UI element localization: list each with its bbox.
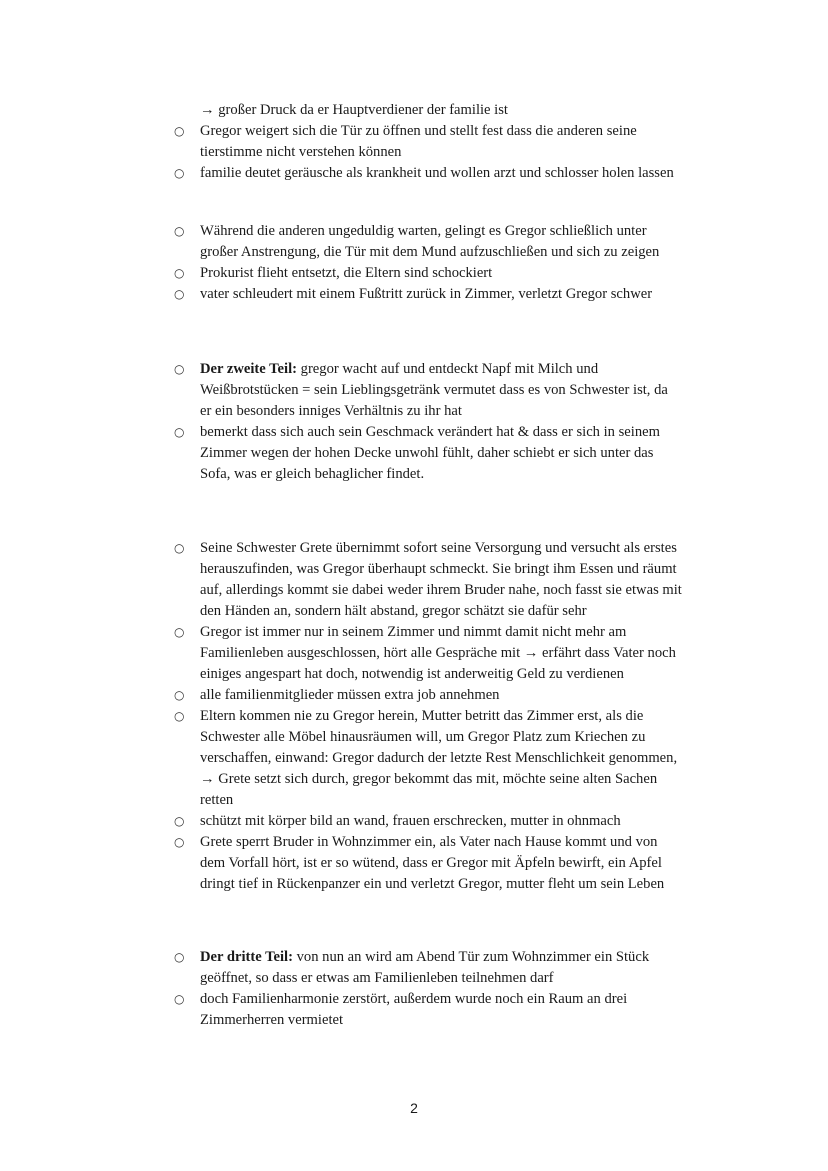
bullet-icon: ○ (174, 425, 185, 439)
line-text: → großer Druck da er Hauptverdiener der familie ist (200, 102, 508, 118)
line-text: Gregor ist immer nur in seinem Zimmer und nimmt damit nicht mehr am (200, 624, 627, 640)
text-line (200, 727, 760, 748)
text-line (200, 538, 760, 559)
text-line (200, 811, 760, 832)
text-line (200, 422, 760, 443)
text-line (200, 401, 760, 422)
line-text: Familienleben ausgeschlossen, hört alle Gespräche mit → erfährt dass Vater noch (200, 645, 676, 661)
line-text: Während die anderen ungeduldig warten, gelingt es Gregor schließlich unter (200, 223, 647, 239)
text-line (200, 464, 760, 485)
line-text: → Grete setzt sich durch, gregor bekommt das mit, möchte seine alten Sachen (200, 771, 658, 787)
line-text: geöffnet, so dass er etwas am Familienleben teilnehmen darf (200, 970, 554, 986)
text-line (200, 163, 760, 184)
bullet-icon: ○ (174, 266, 185, 280)
text-line (200, 284, 760, 305)
bullet-icon: ○ (174, 124, 185, 138)
line-text: familie deutet geräusche als krankheit und wollen arzt und schlosser holen lassen (200, 165, 674, 181)
bullet-icon: ○ (174, 625, 185, 639)
line-text: doch Familienharmonie zerstört, außerdem wurde noch ein Raum an drei (200, 991, 628, 1007)
text-line (200, 242, 760, 263)
line-text: dem Vorfall hört, ist er so wütend, dass er Gregor mit Äpfeln bewirft, ein Apfel (200, 855, 662, 871)
line-text: bemerkt dass sich auch sein Geschmack verändert hat & dass er sich in seinem (200, 424, 660, 440)
line-text: alle familienmitglieder müssen extra job annehmen (200, 687, 500, 703)
text-line (200, 142, 760, 163)
line-text: Zimmer wegen der hohen Decke unwohl fühlt, daher schiebt er sich unter das (200, 445, 654, 461)
line-text: gregor wacht auf und entdeckt Napf mit Milch und (297, 361, 599, 377)
line-text: schützt mit körper bild an wand, frauen erschrecken, mutter in ohnmach (200, 813, 621, 829)
text-line (200, 121, 760, 142)
line-text: großer Anstrengung, die Tür mit dem Mund aufzuschließen und sich zu zeigen (200, 244, 660, 260)
text-line (200, 989, 760, 1010)
text-line (200, 853, 760, 874)
bullet-icon: ○ (174, 224, 185, 238)
bullet-icon: ○ (174, 287, 185, 301)
text-line (200, 559, 760, 580)
section-heading: Der dritte Teil: (200, 949, 293, 965)
text-line (200, 748, 760, 769)
bullet-icon: ○ (174, 362, 185, 376)
line-text: Sofa, was er gleich behaglicher findet. (200, 466, 425, 482)
bullet-icon: ○ (174, 709, 185, 723)
line-text: den Händen an, sondern hält abstand, gregor schätzt sie dafür sehr (200, 603, 587, 619)
line-text: dringt tief in Rückenpanzer ein und verletzt Gregor, mutter fleht um sein Leben (200, 876, 665, 892)
line-text: Schwester alle Möbel hinausräumen will, um Gregor Platz zum Kriechen zu (200, 729, 646, 745)
text-line (200, 790, 760, 811)
page-number: 2 (410, 1100, 418, 1116)
bullet-icon: ○ (174, 950, 185, 964)
text-line (200, 359, 760, 380)
line-text: auf, allerdings kommt sie dabei weder ihrem Bruder nahe, noch fasst sie etwas mit (200, 582, 682, 598)
line-text: tierstimme nicht verstehen können (200, 144, 402, 160)
text-line (200, 380, 760, 401)
bullet-icon: ○ (174, 814, 185, 828)
text-line (200, 832, 760, 853)
text-line (200, 443, 760, 464)
text-line (200, 706, 760, 727)
text-line (200, 769, 760, 790)
text-line (200, 221, 760, 242)
line-text: Grete sperrt Bruder in Wohnzimmer ein, als Vater nach Hause kommt und von (200, 834, 658, 850)
bullet-icon: ○ (174, 166, 185, 180)
text-line (200, 580, 760, 601)
text-line (200, 263, 760, 284)
line-text: Eltern kommen nie zu Gregor herein, Mutter betritt das Zimmer erst, als die (200, 708, 644, 724)
text-line (200, 685, 760, 706)
text-line (200, 968, 760, 989)
bullet-icon: ○ (174, 688, 185, 702)
text-line (200, 622, 760, 643)
bullet-icon: ○ (174, 541, 185, 555)
text-line (200, 643, 760, 664)
line-text: einiges angespart hat doch, notwendig ist anderweitig Geld zu verdienen (200, 666, 624, 682)
line-text: Gregor weigert sich die Tür zu öffnen und stellt fest dass die anderen seine (200, 123, 637, 139)
bullet-icon: ○ (174, 992, 185, 1006)
line-text: Prokurist flieht entsetzt, die Eltern sind schockiert (200, 265, 493, 281)
line-text: retten (200, 792, 234, 808)
line-text: er ein besonders inniges Verhältnis zu ihr hat (200, 403, 462, 419)
line-text: Zimmerherren vermietet (200, 1012, 344, 1028)
line-text: Weißbrotstücken = sein Lieblingsgetränk vermutet dass es von Schwester ist, da (200, 382, 668, 398)
text-line (200, 874, 760, 895)
text-line (200, 664, 760, 685)
text-line (200, 100, 760, 121)
section-heading: Der zweite Teil: (200, 361, 297, 377)
line-text: herauszufinden, was Gregor überhaupt schmeckt. Sie bringt ihm Essen und räumt (200, 561, 677, 577)
line-text: vater schleudert mit einem Fußtritt zurück in Zimmer, verletzt Gregor schwer (200, 286, 653, 302)
line-text: von nun an wird am Abend Tür zum Wohnzimmer ein Stück (292, 949, 650, 965)
line-text: verschaffen, einwand: Gregor dadurch der letzte Rest Menschlichkeit genommen, (200, 750, 678, 766)
text-line (200, 601, 760, 622)
text-line (200, 947, 760, 968)
text-line (200, 1010, 760, 1031)
line-text: Seine Schwester Grete übernimmt sofort seine Versorgung und versucht als erstes (200, 540, 677, 556)
bullet-icon: ○ (174, 835, 185, 849)
